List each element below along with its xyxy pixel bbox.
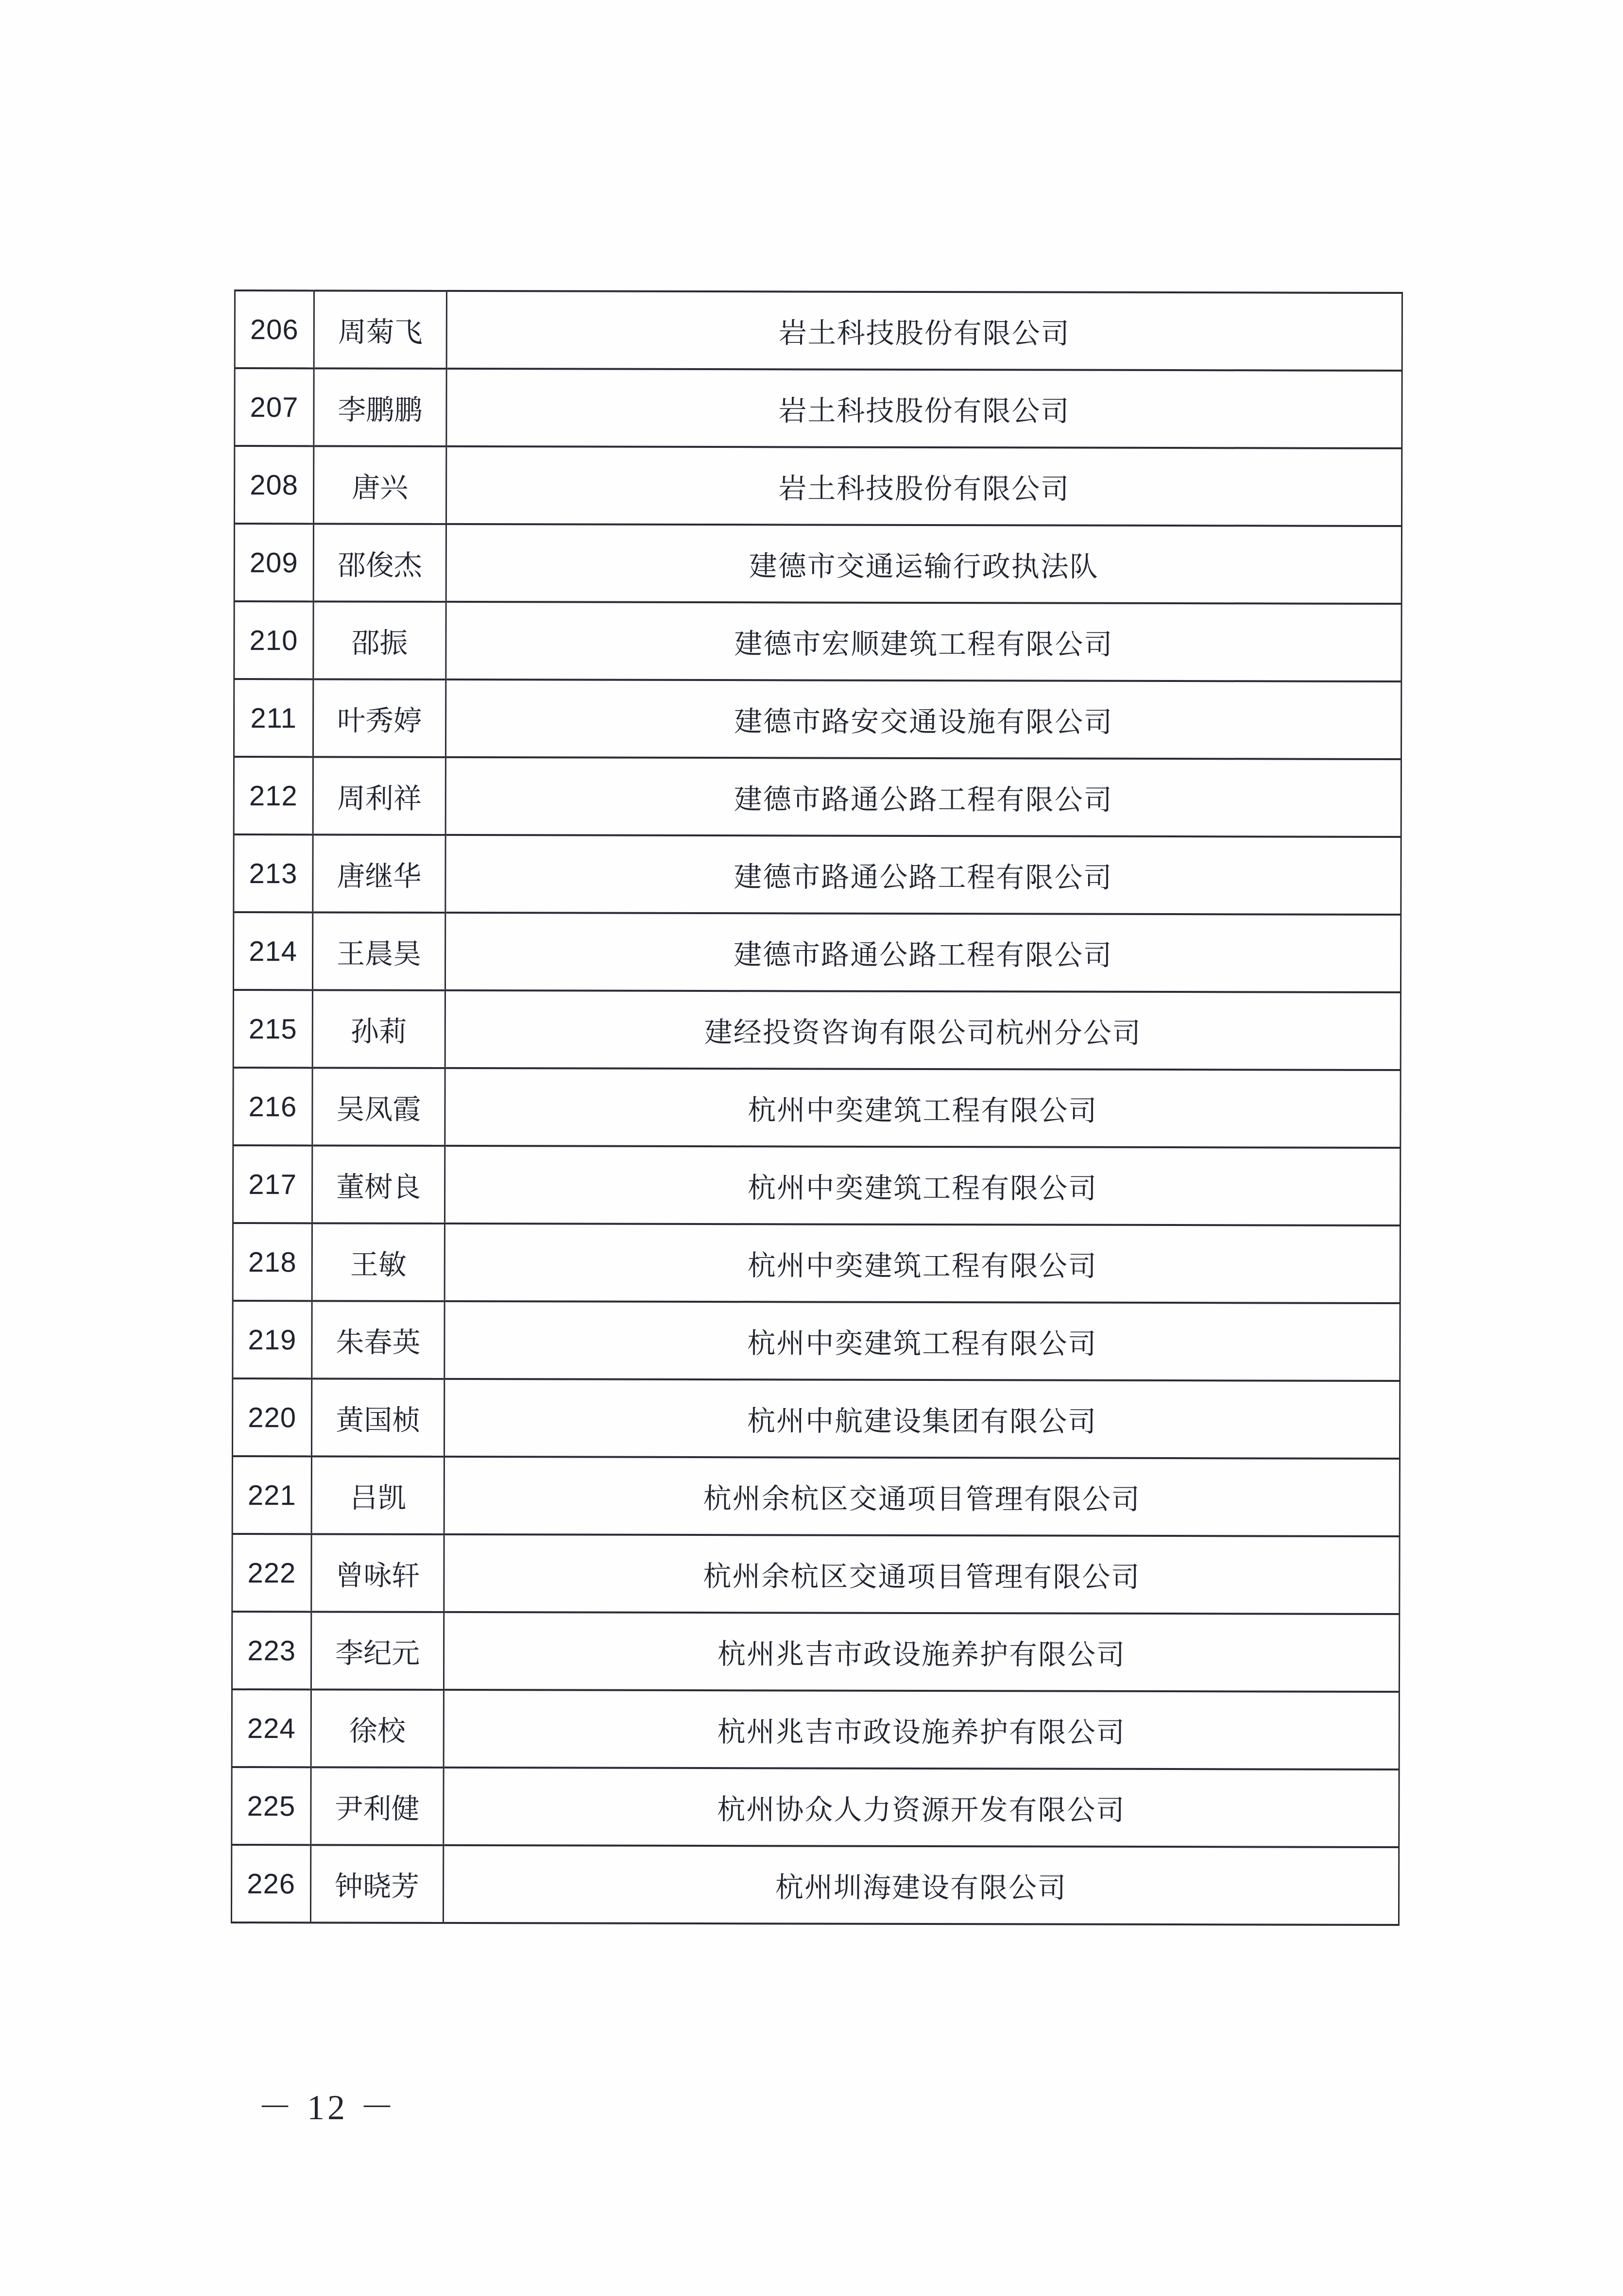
person-name: 孙莉 [312,990,445,1068]
organization-name: 杭州中奕建筑工程有限公司 [444,1224,1400,1303]
row-number: 225 [232,1767,311,1845]
person-name: 李纪元 [311,1612,444,1690]
organization-name: 杭州兆吉市政设施养护有限公司 [444,1612,1399,1692]
row-number: 214 [233,912,312,990]
person-name: 朱春英 [312,1301,444,1379]
row-number: 215 [233,990,312,1068]
person-name: 钟晓芳 [310,1845,443,1923]
person-name: 李鹏鹏 [314,368,446,446]
row-number: 207 [235,368,314,446]
organization-name: 建德市交通运输行政执法队 [446,524,1401,604]
table-row [234,446,1401,526]
row-number: 222 [232,1534,311,1612]
person-name: 吴凤霞 [312,1068,445,1146]
table-row [233,1145,1400,1225]
table-row [233,990,1401,1070]
row-number: 218 [233,1223,312,1301]
table-row [232,1378,1400,1459]
row-number: 221 [232,1456,311,1534]
organization-name: 杭州协众人力资源开发有限公司 [444,1768,1399,1847]
table-row [235,368,1402,448]
row-number: 210 [234,601,313,679]
organization-name: 杭州中奕建筑工程有限公司 [445,1068,1401,1148]
organization-name: 杭州余杭区交通项目管理有限公司 [444,1457,1400,1536]
organization-name: 建德市宏顺建筑工程有限公司 [446,602,1401,681]
person-name: 叶秀婷 [313,679,445,757]
organization-name: 杭州余杭区交通项目管理有限公司 [444,1534,1400,1614]
row-number: 206 [235,290,314,368]
table-row [232,1767,1399,1847]
organization-name: 建德市路通公路工程有限公司 [445,835,1401,915]
table-row [234,757,1401,837]
roster-table [231,289,1403,1926]
organization-name: 建德市路通公路工程有限公司 [445,757,1401,837]
table-row [232,1456,1400,1536]
table-row [234,834,1401,915]
row-number: 213 [234,834,313,912]
organization-name: 建德市路安交通设施有限公司 [445,680,1401,759]
person-name: 王晨昊 [312,912,445,990]
person-name: 王敏 [312,1223,444,1301]
table-row [233,1223,1400,1303]
person-name: 黄国桢 [311,1378,444,1457]
organization-name: 杭州中奕建筑工程有限公司 [444,1146,1400,1225]
person-name: 唐继华 [313,834,445,913]
table-row [234,601,1401,681]
organization-name: 建经投资咨询有限公司杭州分公司 [445,990,1401,1070]
table-row [232,1534,1400,1614]
table-row [233,1301,1400,1381]
organization-name: 岩土科技股份有限公司 [446,369,1402,448]
table-row [233,912,1401,992]
row-number: 223 [232,1612,311,1689]
page-number: － 12 － [257,2088,398,2127]
row-number: 208 [234,446,313,524]
table-row [233,1068,1401,1148]
row-number: 211 [234,679,313,757]
organization-name: 杭州圳海建设有限公司 [443,1845,1399,1925]
organization-name: 杭州中航建设集团有限公司 [444,1379,1400,1459]
organization-name: 建德市路通公路工程有限公司 [445,913,1401,992]
person-name: 唐兴 [313,446,446,524]
row-number: 224 [232,1689,311,1767]
person-name: 曾咏轩 [311,1534,444,1612]
row-number: 209 [234,524,313,601]
person-name: 周利祥 [313,757,445,835]
organization-name: 杭州兆吉市政设施养护有限公司 [444,1690,1399,1769]
row-number: 216 [233,1068,312,1145]
table-row [232,1689,1399,1769]
organization-name: 杭州中奕建筑工程有限公司 [444,1301,1400,1381]
row-number: 220 [232,1378,311,1456]
table-row [232,1612,1399,1692]
row-number: 226 [231,1845,310,1922]
row-number: 219 [233,1301,312,1378]
row-number: 212 [234,757,313,834]
person-name: 邵俊杰 [313,524,446,602]
table-row [235,290,1402,371]
table-row [234,524,1401,604]
table-row [231,1845,1399,1925]
person-name: 邵振 [313,601,446,680]
person-name: 周菊飞 [314,290,446,369]
person-name: 吕凯 [311,1456,444,1534]
organization-name: 岩土科技股份有限公司 [446,446,1401,526]
table-row [234,679,1401,759]
person-name: 徐校 [311,1689,444,1768]
organization-name: 岩土科技股份有限公司 [446,291,1402,371]
person-name: 尹利健 [311,1767,444,1845]
person-name: 董树良 [312,1145,444,1224]
row-number: 217 [233,1145,312,1223]
